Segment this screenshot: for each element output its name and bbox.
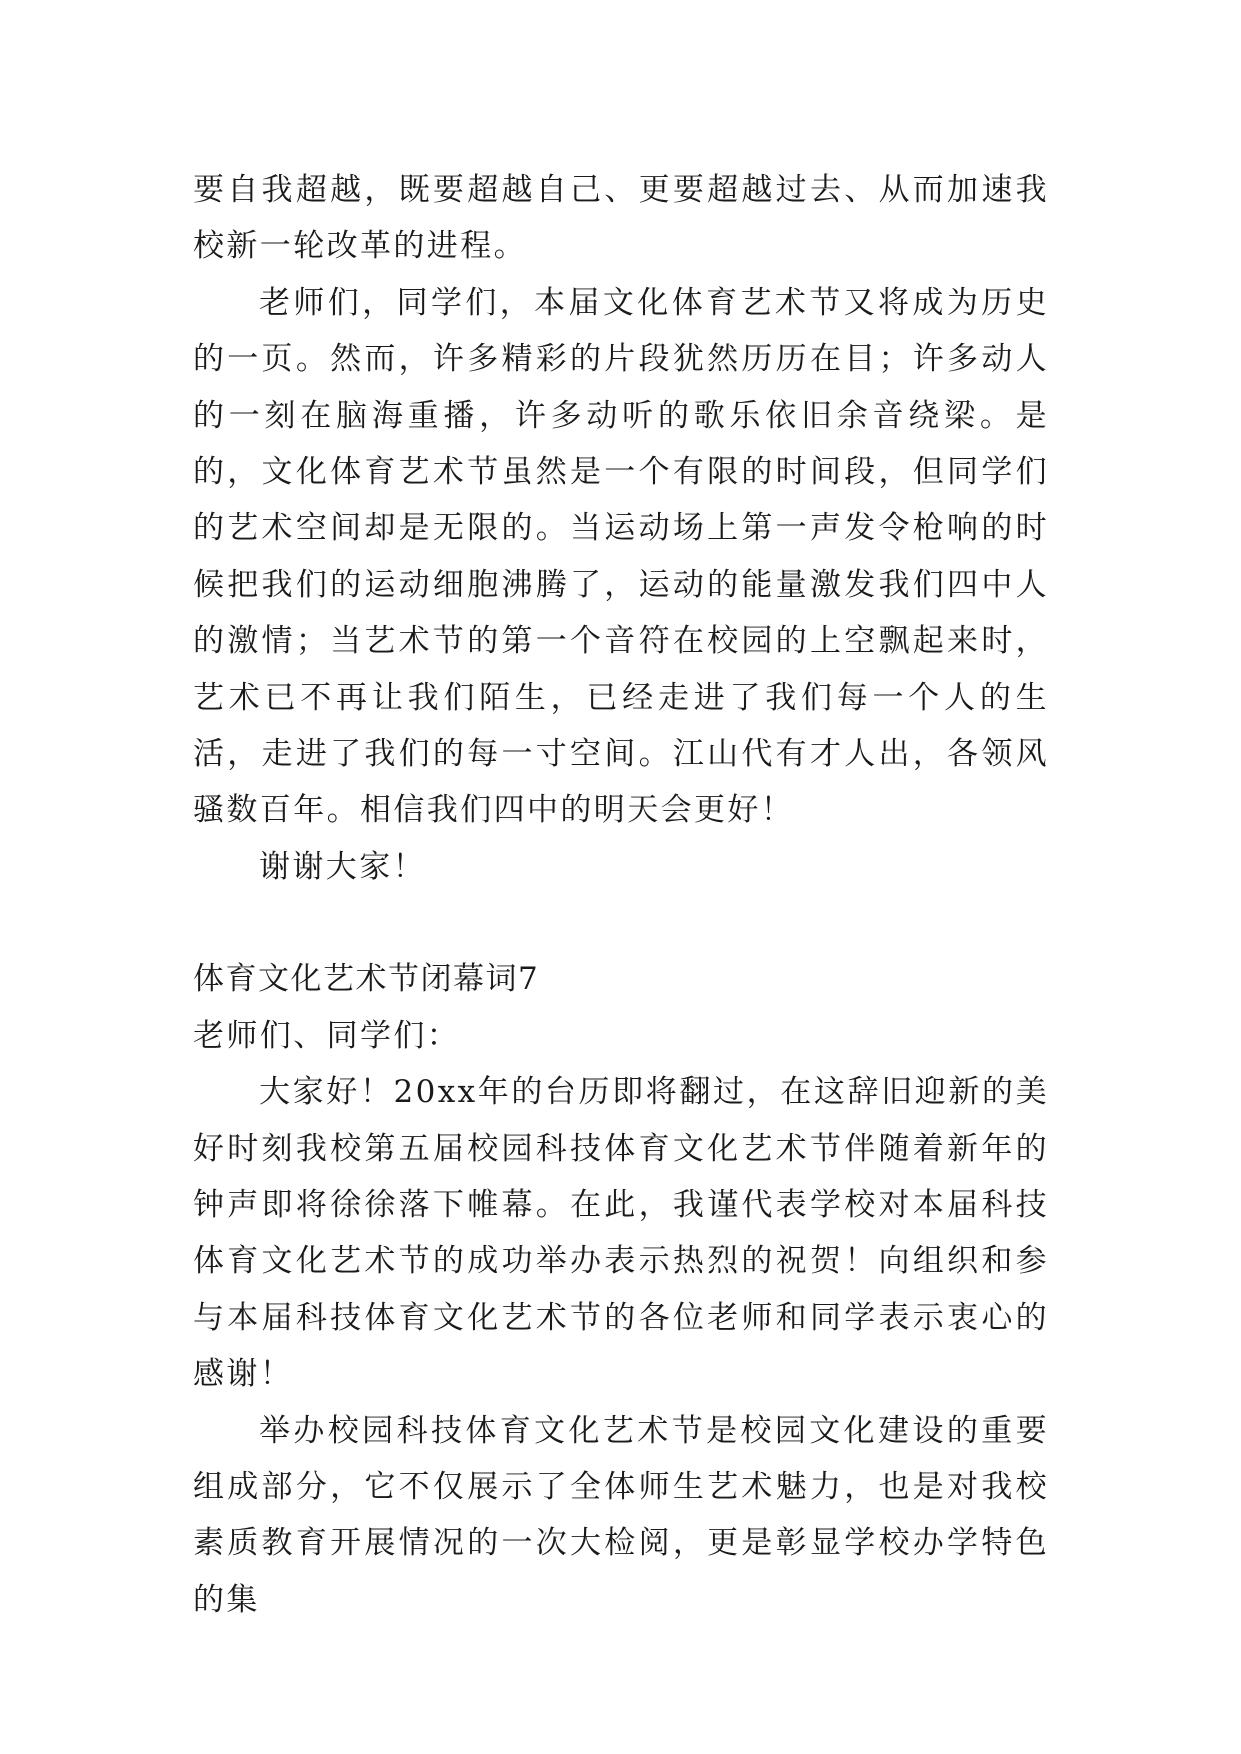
body-paragraph-1: 要自我超越，既要超越自己、更要超越过去、从而加速我校新一轮改革的进程。 <box>193 172 1049 265</box>
salutation: 老师们、同学们： <box>193 1017 461 1054</box>
section-paragraph-2: 举办校园科技体育文化艺术节是校园文化建设的重要组成部分，它不仅展示了全体师生艺术魅力，也是对我校素质教育开展情况的一次大检阅，更是彰显学校办学特色的集 <box>193 1412 1049 1618</box>
section-spacer <box>193 895 1049 951</box>
body-paragraph-2: 老师们，同学们，本届文化体育艺术节又将成为历史的一页。然而，许多精彩的片段犹然历历在目；许多动人的一刻在脑海重播，许多动听的歌乐依旧余音绕梁。是的，文化体育艺术节虽然是一个有限的时间段，但同学们的艺术空间却是无限的。当运动场上第一声发令枪响的时候把我们的运动细胞沸腾了，运动的能量激发我们四中人的激情；当艺术节的第一个音符在校园的上空飘起来时，艺术已不再让我们陌生，已经走进了我们每一个人的生活，走进了我们的每一寸空间。江山代有才人出，各领风骚数百年。相信我们四中的明天会更好！ <box>193 284 1049 829</box>
document-body <box>193 162 1049 1628</box>
thanks-paragraph: 谢谢大家！ <box>259 848 426 885</box>
section-paragraph-1: 大家好！20xx年的台历即将翻过，在这辞旧迎新的美好时刻我校第五届校园科技体育文化艺术节伴随着新年的钟声即将徐徐落下帷幕。在此，我谨代表学校对本届科技体育文化艺术节的成功举办表示热烈的祝贺！向组织和参与本届科技体育文化艺术节的各位老师和同学表示衷心的感谢！ <box>193 1074 1049 1393</box>
section-title: 体育文化艺术节闭幕词7 <box>193 961 540 998</box>
